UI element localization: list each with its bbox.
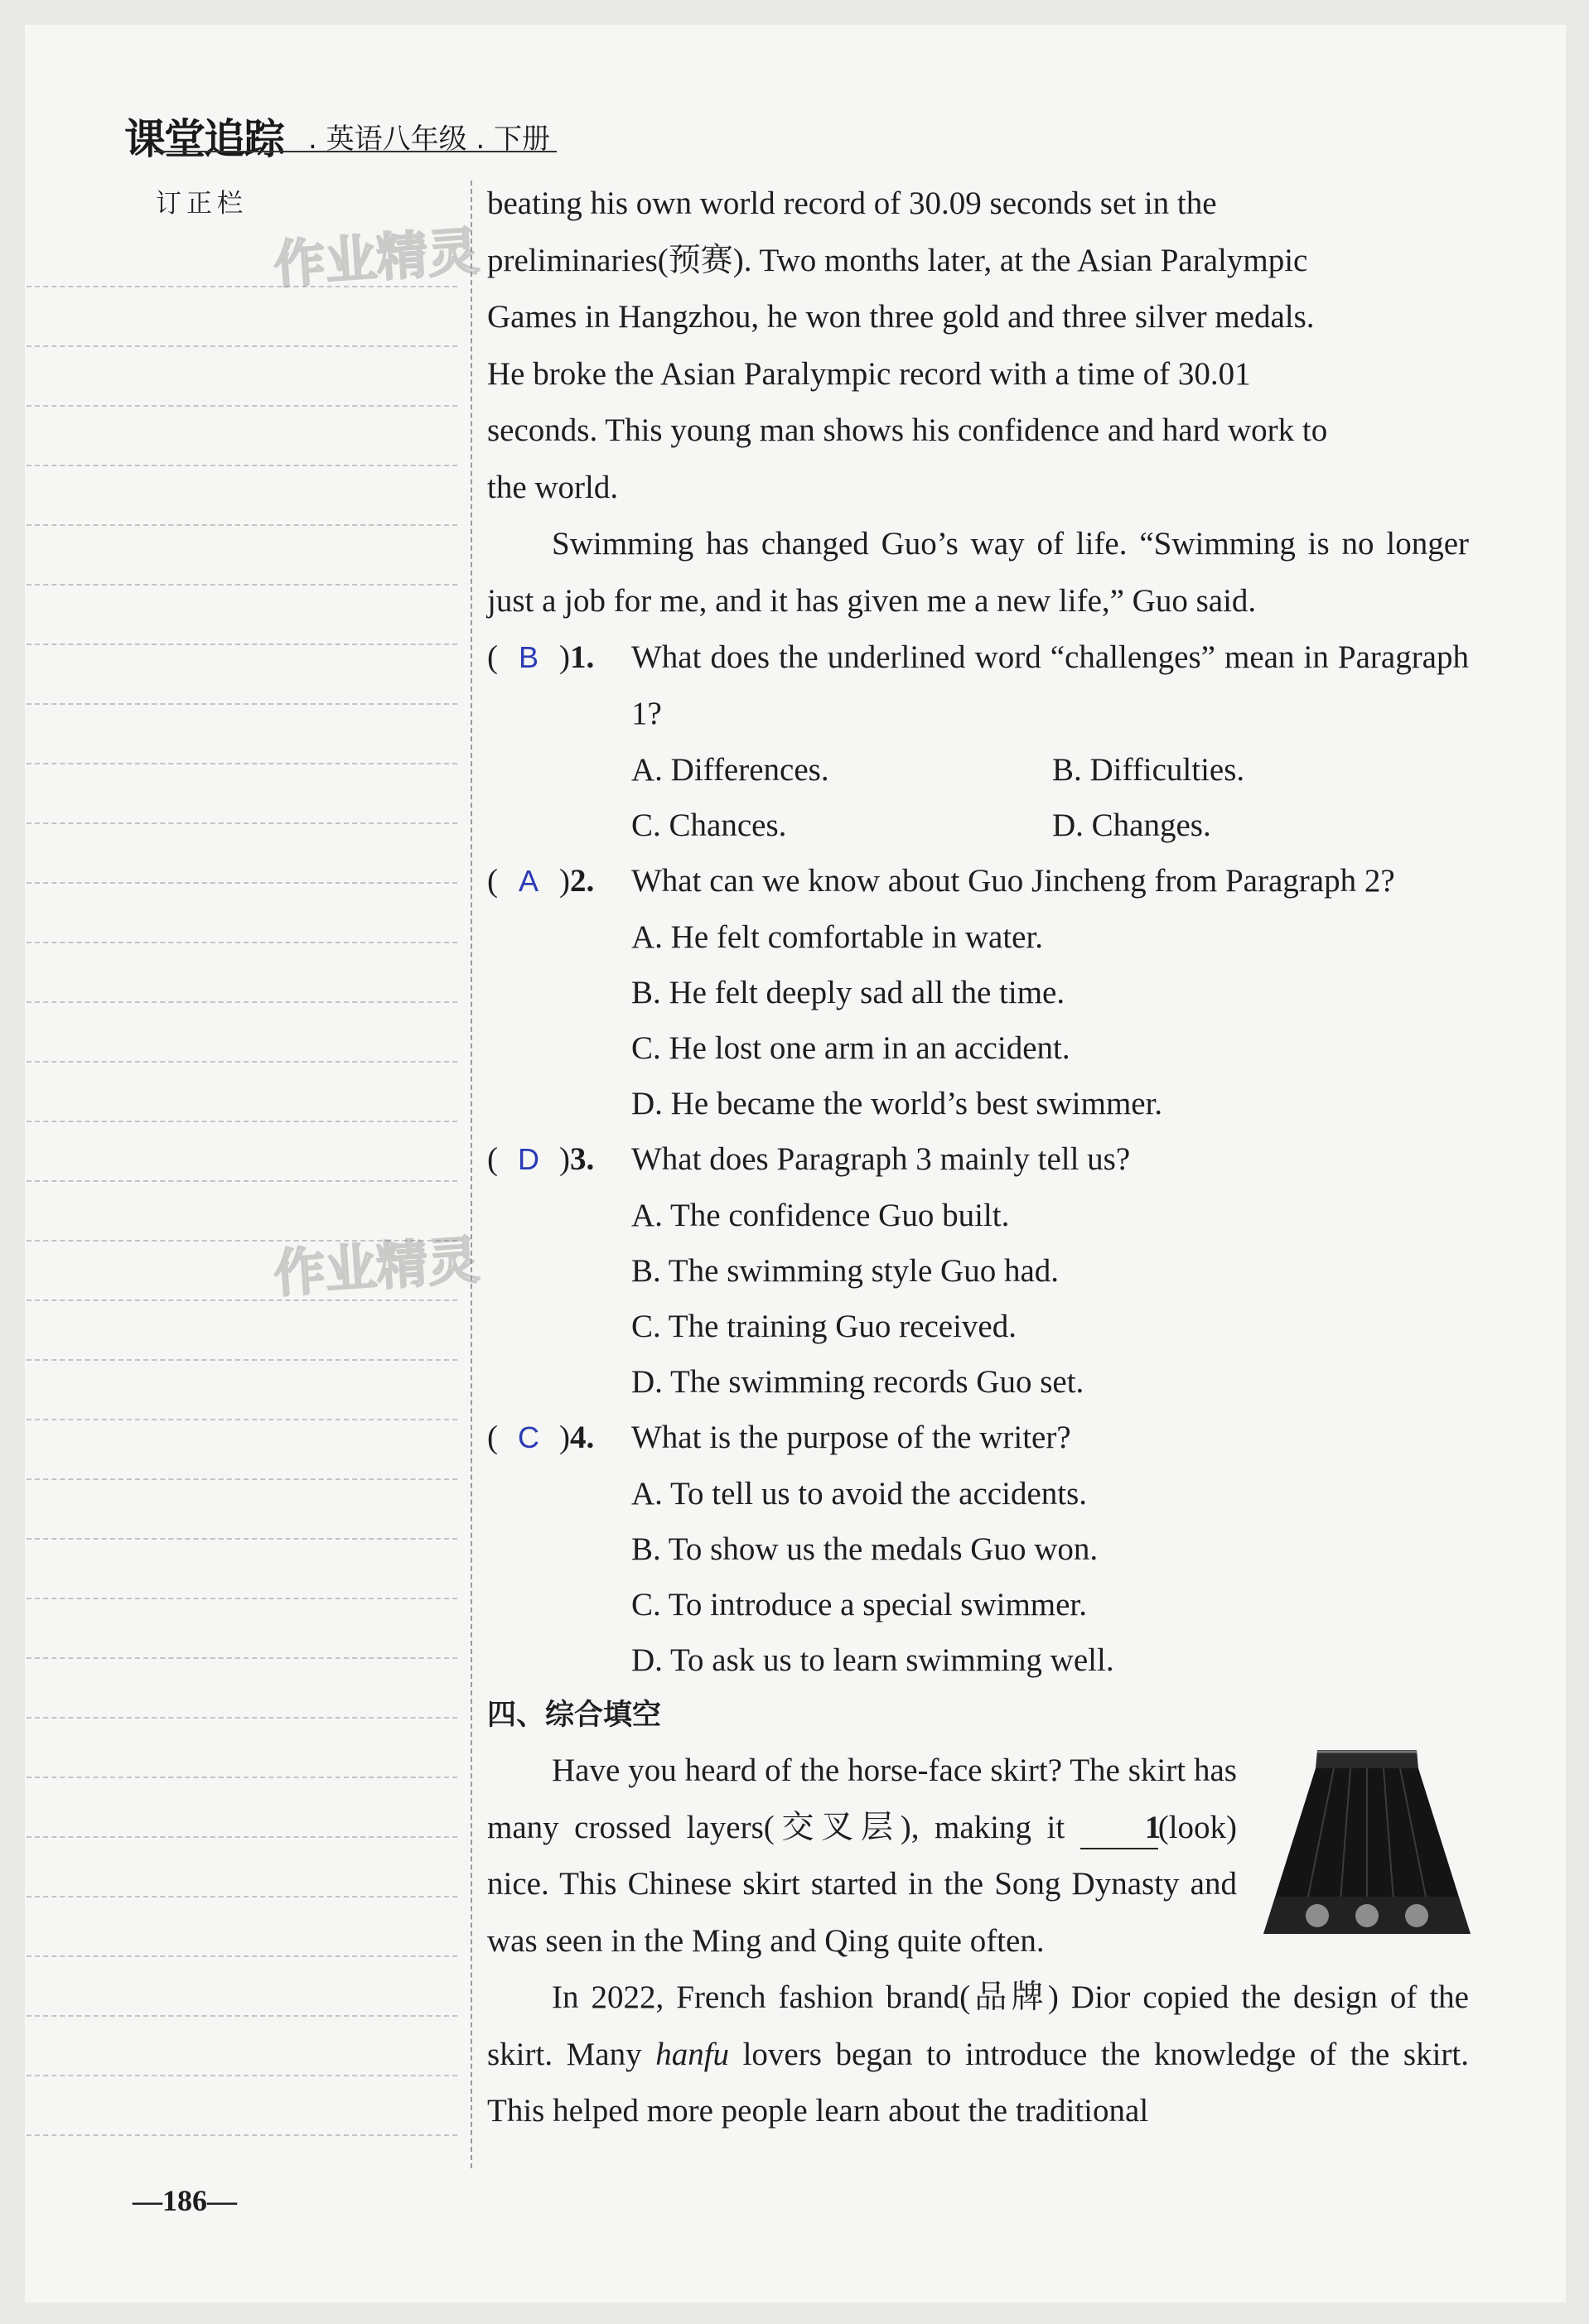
question-3 xyxy=(487,1131,1469,1188)
option-a: A. The confidence Guo built. xyxy=(631,1198,1010,1233)
answer-mark: D xyxy=(518,1142,539,1176)
column-divider xyxy=(471,181,472,2168)
watermark: 作业精灵 xyxy=(272,220,481,296)
horse-face-skirt-image xyxy=(1259,1743,1475,1950)
question-4 xyxy=(487,1410,1469,1466)
answer-mark: A xyxy=(518,864,539,898)
passage-line: the world. xyxy=(487,469,619,505)
question-stem: What can we know about Guo Jincheng from Paragraph 2? xyxy=(631,863,1395,899)
passage-line: preliminaries(预赛). Two months later, at the Asian Paralympic xyxy=(487,242,1308,278)
question-stem: What does Paragraph 3 mainly tell us? xyxy=(631,1141,1131,1177)
answer-bracket: ( D )3. xyxy=(487,1131,594,1188)
book-subtitle: . 英语八年级 . 下册 xyxy=(308,123,551,156)
passage-paragraph-continued xyxy=(487,176,1469,516)
option-c: C. To introduce a special swimmer. xyxy=(631,1587,1088,1622)
question-2 xyxy=(487,853,1469,909)
answer-mark: C xyxy=(518,1420,539,1454)
page-number: —186— xyxy=(133,2184,237,2217)
italic-word: hanfu xyxy=(655,2036,730,2072)
answer-mark: B xyxy=(518,640,539,674)
question-3-options xyxy=(487,1188,1469,1410)
section-title: 四、综合填空 xyxy=(487,1699,662,1732)
watermark: 作业精灵 xyxy=(272,1229,481,1304)
question-number: 2. xyxy=(570,863,595,899)
question-number: 1. xyxy=(570,639,595,675)
cloze-text: Have you heard of the horse-face skirt? The skirt has many crossed layers(交叉层), making it xyxy=(487,1753,1237,1845)
cloze-paragraph xyxy=(487,1970,1469,2140)
option-b: B. To show us the medals Guo won. xyxy=(631,1531,1099,1567)
option-a: A. He felt comfortable in water. xyxy=(631,919,1044,955)
question-number: 3. xyxy=(570,1141,595,1177)
option-c: C. The training Guo received. xyxy=(631,1309,1017,1344)
option-c: C. He lost one arm in an accident. xyxy=(631,1030,1070,1066)
option-b: B. He felt deeply sad all the time. xyxy=(631,975,1065,1010)
question-number: 4. xyxy=(570,1420,595,1455)
question-4-options xyxy=(487,1466,1469,1688)
book-brand-logo: 课堂追踪 xyxy=(124,115,283,163)
cloze-paragraph xyxy=(487,1743,1237,1970)
answer-bracket: ( C )4. xyxy=(487,1410,594,1466)
passage-paragraph: Swimming has changed Guo’s way of life. “Swimming is no longer just a job for me, and it has given me a new life,” Guo said. xyxy=(487,526,1469,619)
question-2-options xyxy=(487,909,1469,1131)
option-d: D. Changes. xyxy=(1052,808,1211,843)
passage-line: seconds. This young man shows his confidence and hard work to xyxy=(487,412,1328,448)
question-stem: What does the underlined word “challenges” mean in Paragraph 1? xyxy=(631,639,1469,731)
option-d: D. He became the world’s best swimmer. xyxy=(631,1086,1163,1121)
cloze-blank-1: 1 xyxy=(1080,1808,1158,1849)
answer-bracket: ( B )1. xyxy=(487,629,594,686)
option-b: B. The swimming style Guo had. xyxy=(631,1253,1060,1289)
option-c: C. Chances. xyxy=(631,808,787,843)
cloze-text: In 2022, French fashion brand(品牌) Dior copied the design of the skirt. Many xyxy=(487,1979,1469,2072)
header-rule xyxy=(154,151,557,152)
question-1-options xyxy=(487,742,1469,853)
cloze-text: lovers began to introduce the knowledge of the skirt. This helped more people learn about the traditional xyxy=(487,2036,1470,2129)
question-1 xyxy=(487,629,1469,742)
option-a: A. To tell us to avoid the accidents. xyxy=(631,1476,1088,1512)
cloze-text: (look) nice. This Chinese skirt started in the Song Dynasty and was seen in the Ming and Qing quite often. xyxy=(487,1809,1238,1959)
passage-line: beating his own world record of 30.09 seconds set in the xyxy=(487,186,1217,221)
answer-bracket: ( A )2. xyxy=(487,853,594,909)
question-stem: What is the purpose of the writer? xyxy=(631,1420,1071,1455)
option-a: A. Differences. xyxy=(631,752,829,788)
option-d: D. The swimming records Guo set. xyxy=(631,1364,1084,1400)
passage-line: He broke the Asian Paralympic record with a time of 30.01 xyxy=(487,355,1251,392)
correction-column-label: 订正栏 xyxy=(156,189,248,219)
passage-line: Games in Hangzhou, he won three gold and three silver medals. xyxy=(487,299,1315,335)
option-d: D. To ask us to learn swimming well. xyxy=(631,1642,1114,1678)
option-b: B. Difficulties. xyxy=(1052,752,1245,788)
